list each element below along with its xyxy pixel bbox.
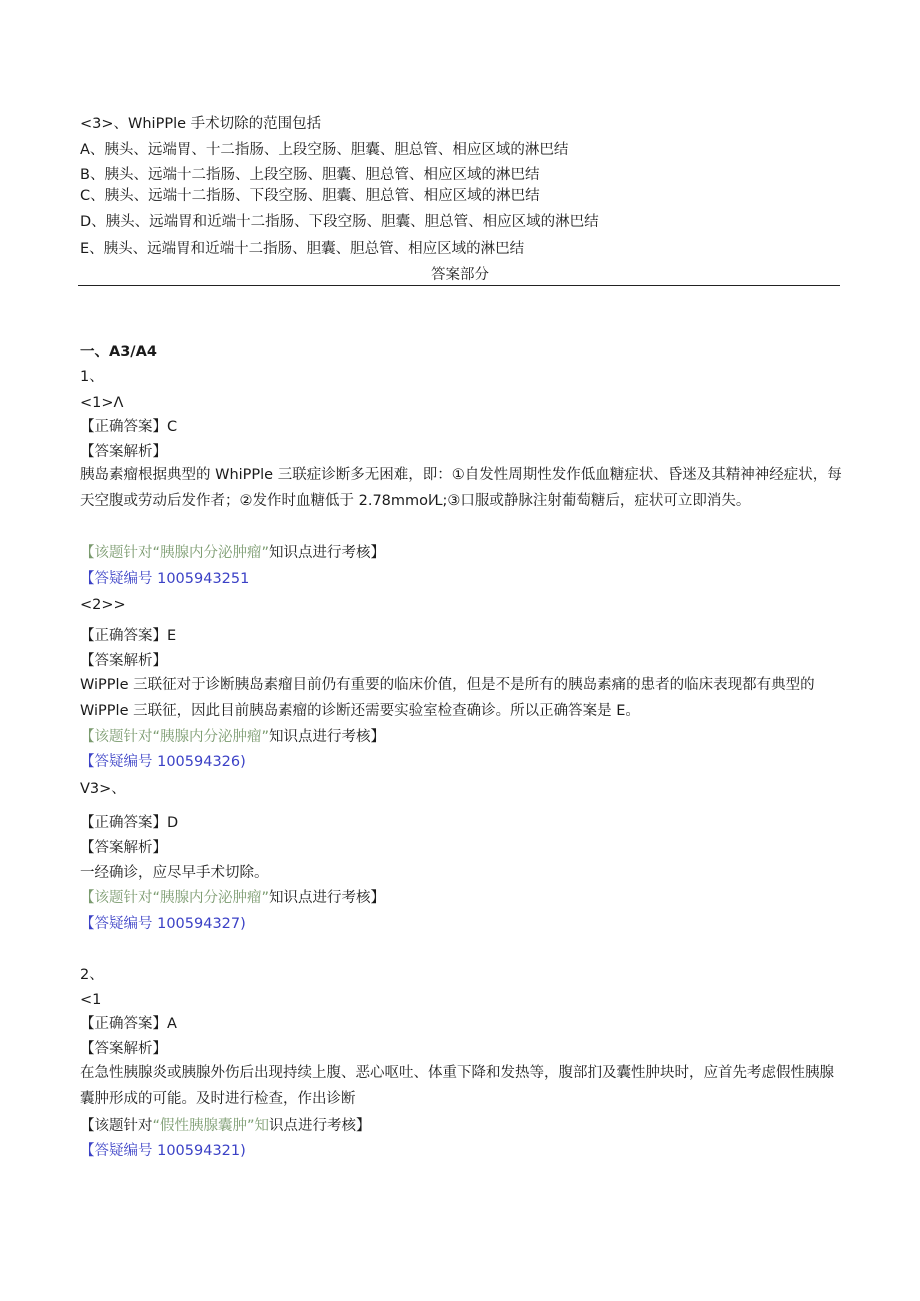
knowledge-topic: “胰腺内分泌肿瘤”: [152, 545, 270, 561]
sub-question-label: <1: [80, 992, 102, 1008]
knowledge-point: [80, 544, 385, 562]
knowledge-prefix: 【该题针对: [80, 1118, 153, 1134]
option-b: B、胰头、远端十二指肠、上段空肠、胆囊、胆总管、相应区域的淋巴结: [80, 167, 540, 183]
answer-section-title: 答案部分: [431, 267, 489, 283]
sub-question-label: <2>>: [80, 597, 126, 613]
qa-id: 【答疑编号 100594326): [80, 754, 246, 770]
knowledge-suffix: 知识点进行考核】: [269, 545, 386, 561]
analysis-text: 在急性胰腺炎或胰腺外伤后出现持续上腹、恶心呕吐、体重下降和发热等，腹部扪及囊性肿块时，应首先考虑假性胰腺囊肿形成的可能。及时进行检查，作出诊断: [80, 1065, 834, 1107]
correct-answer: 【正确答案】C: [80, 419, 178, 435]
option-e: E、胰头、远端胃和近端十二指肠、胆囊、胆总管、相应区域的淋巴结: [80, 241, 525, 257]
qa-id: 【答疑编号 100594321): [80, 1143, 246, 1159]
analysis-label: 【答案解析】: [80, 653, 167, 669]
section-heading: 一、A3/A4: [80, 344, 157, 360]
knowledge-point: [80, 1117, 371, 1135]
analysis-label: 【答案解析】: [80, 840, 167, 856]
question-stem: <3>、WhiPPle 手术切除的范围包括: [80, 116, 322, 132]
knowledge-topic: “胰腺内分泌肿瘤”: [152, 890, 270, 906]
analysis-text: WiPPle 三联征对于诊断胰岛素瘤目前仍有重要的临床价值，但是不是所有的胰岛素痛的患者的临床表现都有典型的 WiPPle 三联征，因此目前胰岛素瘤的诊断还需要实验室检查确诊。所以正确答案是 E。: [80, 677, 815, 719]
knowledge-suffix: 知识点进行考核】: [269, 729, 386, 745]
option-a: A、胰头、远端胃、十二指肠、上段空肠、胆囊、胆总管、相应区域的淋巴结: [80, 142, 569, 158]
question-number-1: 1、: [80, 369, 104, 385]
knowledge-prefix: 【该: [80, 729, 109, 745]
correct-answer: 【正确答案】D: [80, 815, 179, 831]
qa-id: 【答疑编号 100594327): [80, 916, 246, 932]
knowledge-topic: “假性胰腺囊肿”知: [152, 1118, 270, 1134]
knowledge-point: [80, 728, 385, 746]
section-divider: [78, 285, 840, 286]
sub-question-label: <1>Λ: [80, 395, 124, 411]
correct-answer: 【正确答案】E: [80, 628, 177, 644]
knowledge-suffix: 知识点进行考核】: [269, 890, 386, 906]
qa-id: 【答疑编号 1005943251: [80, 571, 250, 587]
option-c: C、胰头、远端十二指肠、下段空肠、胆囊、胆总管、相应区域的淋巴结: [80, 188, 540, 204]
knowledge-topic: 题针对“胰腺内分泌肿瘤”: [109, 729, 270, 745]
sub-question-label: V3>、: [80, 781, 126, 797]
option-d: D、胰头、远端胃和近端十二指肠、下段空肠、胆囊、胆总管、相应区域的淋巴结: [80, 214, 599, 230]
correct-answer: 【正确答案】A: [80, 1016, 177, 1032]
analysis-label: 【答案解析】: [80, 1041, 167, 1057]
analysis-text: 胰岛素瘤根据典型的 WhiPPle 三联症诊断多无困难，即：①自发性周期性发作低血糖症状、昏迷及其精神神经症状，每天空腹或劳动后发作者；②发作时血糖低于 2.78mmol⁄L;③口服或静脉注射葡萄糖后，症状可立即消失。: [80, 467, 842, 509]
knowledge-prefix: 【该题针对: [80, 545, 153, 561]
analysis-text: 一经确诊，应尽早手术切除。: [80, 865, 269, 881]
question-number-2: 2、: [80, 967, 104, 983]
knowledge-point: [80, 889, 385, 907]
knowledge-prefix: 【该题针对: [80, 890, 153, 906]
knowledge-suffix: 识点进行考核】: [269, 1118, 371, 1134]
analysis-label: 【答案解析】: [80, 444, 167, 460]
